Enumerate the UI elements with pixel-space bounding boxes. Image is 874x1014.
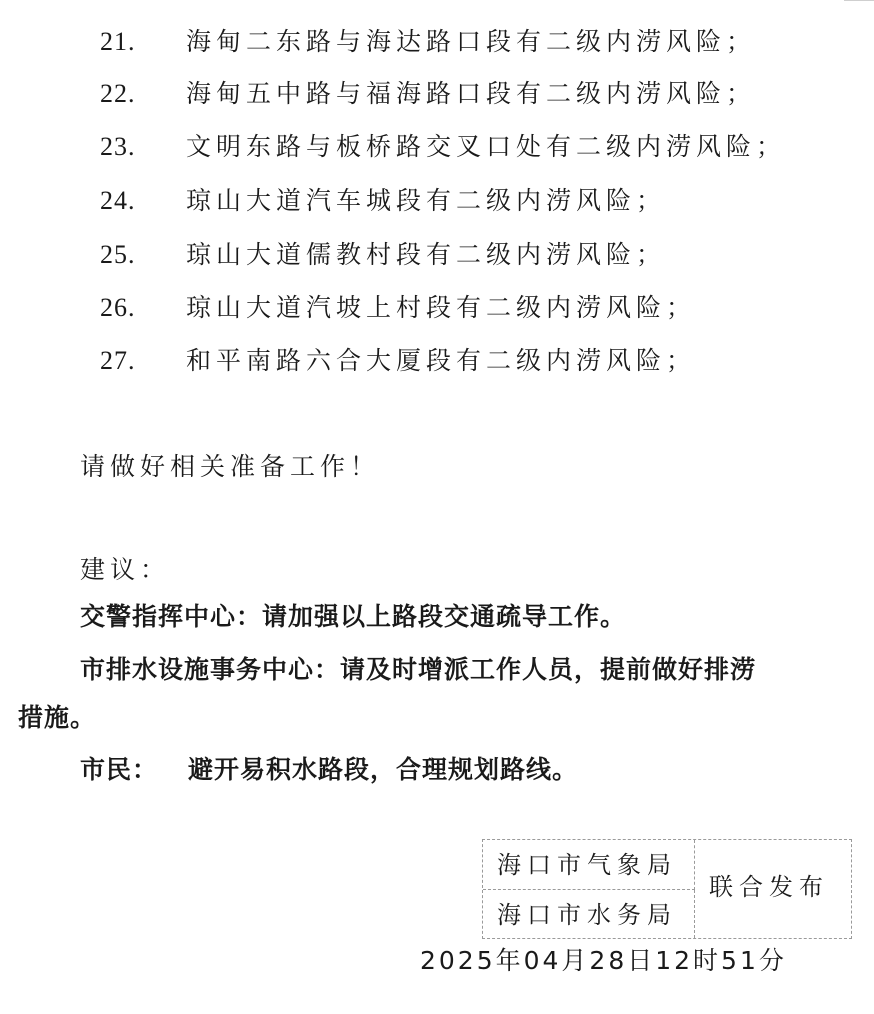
page-corner-mark (844, 0, 874, 9)
issuer-cell-joint (695, 840, 851, 938)
issue-time: 2025年04月28日12时51分 (420, 946, 787, 975)
list-item (0, 288, 874, 328)
traffic-text: 请加强以上路段交通疏导工作。 (262, 602, 627, 631)
drainage-text-continued: 措施。 (18, 703, 97, 732)
joint-release-label: 联合发布 (709, 873, 829, 901)
list-item (0, 74, 874, 114)
list-item-text: 海甸二东路与海达路口段有二级内涝风险； (186, 27, 757, 56)
list-item-text: 海甸五中路与福海路口段有二级内涝风险； (186, 79, 757, 108)
issuer-table (482, 839, 852, 939)
list-item-number: 22. (100, 79, 136, 108)
suggestion-citizen (80, 750, 578, 790)
list-item (0, 22, 874, 62)
list-item-text: 文明东路与板桥路交叉口处有二级内涝风险； (186, 132, 787, 161)
citizen-label: 市民： (80, 755, 159, 784)
list-item (0, 235, 874, 275)
drainage-text: 请及时增派工作人员，提前做好排涝 (340, 655, 757, 684)
suggestion-heading: 建议： (80, 555, 171, 584)
agency-meteorology: 海口市气象局 (497, 851, 677, 879)
list-item-number: 27. (100, 346, 136, 375)
list-item-number: 21. (100, 27, 136, 56)
list-item (0, 181, 874, 221)
list-item-number: 25. (100, 240, 136, 269)
list-item (0, 127, 874, 167)
list-item-text: 琼山大道汽车城段有二级内涝风险； (186, 186, 667, 215)
traffic-label: 交警指挥中心： (80, 602, 263, 631)
suggestion-drainage (80, 650, 756, 690)
agency-water: 海口市水务局 (497, 901, 677, 929)
citizen-text: 避开易积水路段，合理规划路线。 (188, 755, 579, 784)
list-item-text: 和平南路六合大厦段有二级内涝风险； (186, 346, 697, 375)
suggestion-traffic (80, 597, 626, 637)
list-item-number: 26. (100, 293, 136, 322)
drainage-label: 市排水设施事务中心： (80, 655, 341, 684)
issuer-cell-meteorology (483, 840, 695, 890)
list-item-text: 琼山大道儒教村段有二级内涝风险； (186, 240, 667, 269)
issuer-cell-water (483, 890, 695, 938)
list-item (0, 341, 874, 381)
list-item-text: 琼山大道汽坡上村段有二级内涝风险； (186, 293, 697, 322)
list-item-number: 23. (100, 132, 136, 161)
prepare-notice: 请做好相关准备工作！ (80, 452, 381, 481)
list-item-number: 24. (100, 186, 136, 215)
